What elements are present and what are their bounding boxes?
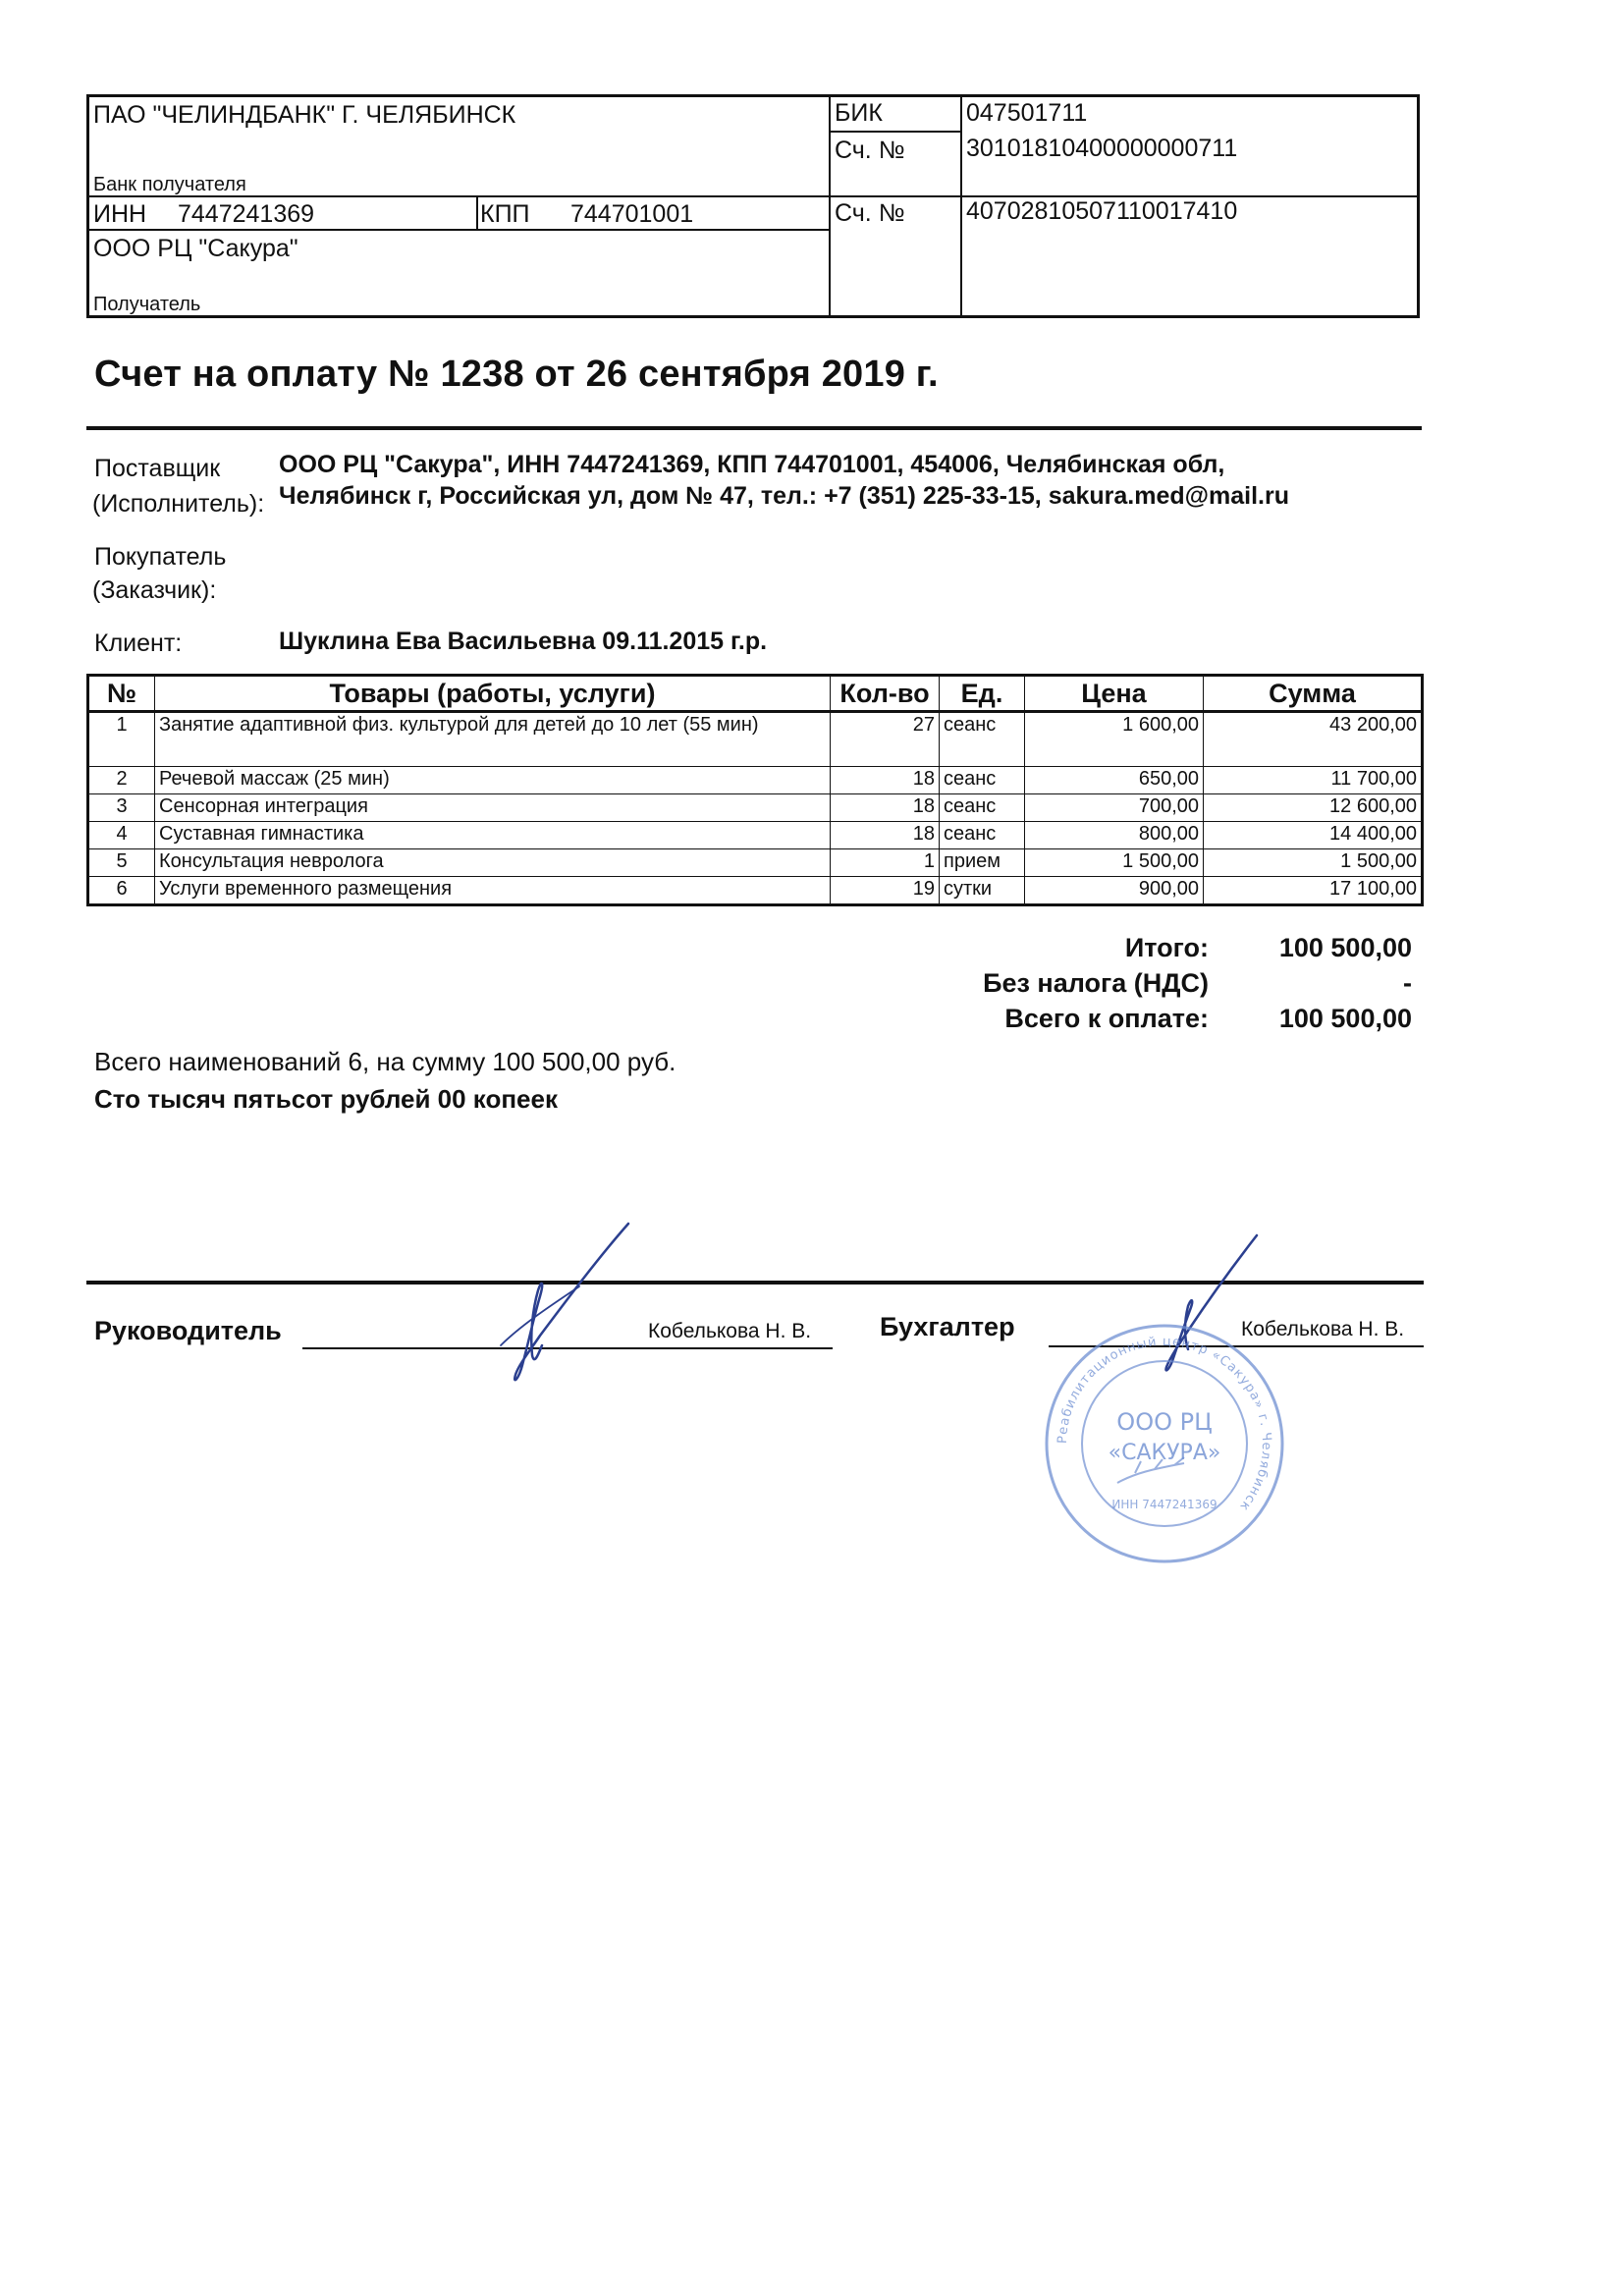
row-price: 700,00 (1025, 794, 1204, 822)
supplier-label-sub: (Исполнитель): (92, 490, 265, 518)
row-price: 1 500,00 (1025, 849, 1204, 877)
row-sum: 11 700,00 (1204, 767, 1423, 794)
tax-label: Без налога (НДС) (983, 968, 1209, 998)
row-name: Занятие адаптивной физ. культурой для детей до 10 лет (55 мин) (155, 712, 831, 767)
items-table (86, 674, 1424, 906)
row-sum: 43 200,00 (1204, 712, 1423, 767)
stamp-inn: ИНН 7447241369 (1111, 1498, 1217, 1511)
bank-name: ПАО "ЧЕЛИНДБАНК" Г. ЧЕЛЯБИНСК (93, 101, 516, 129)
row-name: Сенсорная интеграция (155, 794, 831, 822)
itogo-label: Итого: (1124, 933, 1209, 962)
invoice-title: Счет на оплату № 1238 от 26 сентября 2019 г. (94, 354, 939, 395)
row-name: Консультация невролога (155, 849, 831, 877)
bank-divider-h1 (829, 131, 962, 133)
row-sum: 12 600,00 (1204, 794, 1423, 822)
row-number: 1 (88, 712, 155, 767)
row-number: 5 (88, 849, 155, 877)
itogo-value: 100 500,00 (1278, 933, 1412, 962)
tax-value: - (1403, 968, 1412, 998)
items-count-line: Всего наименований 6, на сумму 100 500,00 руб. (94, 1047, 676, 1076)
kpp-value: 744701001 (570, 200, 694, 228)
row-sum: 1 500,00 (1204, 849, 1423, 877)
corr-account-label: Сч. № (835, 137, 905, 164)
title-rule (86, 426, 1422, 430)
header-quantity: Кол-во (831, 676, 940, 712)
row-number: 6 (88, 877, 155, 905)
row-name: Суставная гимнастика (155, 822, 831, 849)
row-price: 650,00 (1025, 767, 1204, 794)
row-qty: 18 (831, 767, 940, 794)
supplier-line-1: ООО РЦ "Сакура", ИНН 7447241369, КПП 744701001, 454006, Челябинская обл, (279, 451, 1225, 478)
row-sum: 14 400,00 (1204, 822, 1423, 849)
row-qty: 19 (831, 877, 940, 905)
stamp-ring-text: Реабилитационный центр «Сакура» г. Челябинск (1055, 1334, 1274, 1514)
bank-caption: Банк получателя (93, 174, 246, 195)
corr-account-value: 30101810400000000711 (966, 135, 1238, 162)
recipient-name: ООО РЦ "Сакура" (93, 235, 298, 262)
header-unit: Ед. (940, 676, 1025, 712)
row-price: 800,00 (1025, 822, 1204, 849)
row-number: 4 (88, 822, 155, 849)
buyer-label: Покупатель (94, 543, 227, 571)
bik-label: БИК (835, 99, 883, 127)
row-price: 900,00 (1025, 877, 1204, 905)
client-value: Шуклина Ева Васильевна 09.11.2015 г.р. (279, 628, 768, 655)
row-qty: 18 (831, 822, 940, 849)
row-qty: 27 (831, 712, 940, 767)
row-unit: сеанс (940, 822, 1025, 849)
total-label: Всего к оплате: (1004, 1004, 1209, 1033)
accountant-label: Бухгалтер (880, 1312, 1015, 1341)
table-row (88, 877, 1423, 905)
header-price: Цена (1025, 676, 1204, 712)
inn-value: 7447241369 (178, 200, 315, 228)
row-number: 3 (88, 794, 155, 822)
row-unit: сеанс (940, 794, 1025, 822)
kpp-label: КПП (480, 200, 530, 228)
supplier-label: Поставщик (94, 455, 221, 482)
table-row (88, 767, 1423, 794)
table-header-row (88, 676, 1423, 712)
header-number: № (88, 676, 155, 712)
buyer-label-sub: (Заказчик): (92, 576, 217, 604)
company-stamp-icon (1037, 1316, 1292, 1571)
row-unit: прием (940, 849, 1025, 877)
account-label: Сч. № (835, 199, 905, 227)
row-price: 1 600,00 (1025, 712, 1204, 767)
recipient-caption: Получатель (93, 294, 201, 315)
stamp-name: «САКУРА» (1108, 1441, 1221, 1465)
row-qty: 1 (831, 849, 940, 877)
director-name: Кобелькова Н. В. (648, 1320, 812, 1342)
amount-in-words: Сто тысяч пятьсот рублей 00 копеек (94, 1084, 558, 1114)
client-label: Клиент: (94, 629, 183, 657)
header-goods: Товары (работы, услуги) (155, 676, 831, 712)
table-row (88, 849, 1423, 877)
row-unit: сеанс (940, 712, 1025, 767)
row-name: Услуги временного размещения (155, 877, 831, 905)
bank-details-block (86, 94, 1420, 318)
row-unit: сеанс (940, 767, 1025, 794)
accountant-name: Кобелькова Н. В. (1241, 1318, 1405, 1340)
inn-label: ИНН (93, 200, 147, 228)
row-qty: 18 (831, 794, 940, 822)
header-sum: Сумма (1204, 676, 1423, 712)
director-label: Руководитель (94, 1316, 282, 1345)
total-value: 100 500,00 (1278, 1004, 1412, 1033)
supplier-line-2: Челябинск г, Российская ул, дом № 47, тел.: +7 (351) 225-33-15, sakura.med@mail.ru (279, 482, 1290, 510)
director-signature-icon (461, 1218, 648, 1394)
bank-divider-v3 (476, 195, 478, 229)
row-number: 2 (88, 767, 155, 794)
table-row (88, 712, 1423, 767)
row-name: Речевой массаж (25 мин) (155, 767, 831, 794)
table-row (88, 822, 1423, 849)
stamp-org: ООО РЦ (1116, 1408, 1213, 1436)
table-row (88, 794, 1423, 822)
row-sum: 17 100,00 (1204, 877, 1423, 905)
bank-divider-h3 (89, 229, 831, 231)
row-unit: сутки (940, 877, 1025, 905)
bik-value: 047501711 (966, 99, 1088, 127)
account-value: 40702810507110017410 (966, 197, 1238, 225)
